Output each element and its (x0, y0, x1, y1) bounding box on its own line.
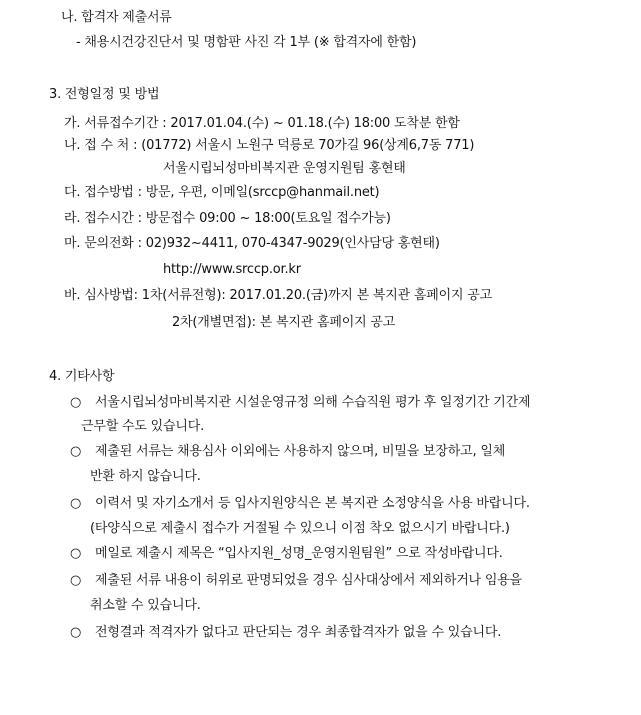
bullet-symbol: ○ (70, 496, 82, 511)
bullet-text: 서울시립뇌성마비복지관 시설운영규정 의해 수습직원 평가 후 일정기간 기간제 (95, 395, 531, 410)
bullet-text: 이력서 및 자기소개서 등 입사지원양식은 본 복지관 소정양식을 사용 바랍니다. (95, 496, 530, 511)
bullet-symbol: ○ (70, 444, 82, 459)
schedule-item-na-cont: 서울시립뇌성마비복지관 운영지원팀 홍현태 (163, 161, 406, 176)
schedule-item-ra: 라. 접수시간 : 방문접수 09:00 ~ 18:00(토요일 접수가능) (64, 211, 391, 226)
bullet-text: 제출된 서류는 채용심사 이외에는 사용하지 않으며, 비밀을 보장하고, 일체 (95, 444, 506, 459)
schedule-item-ba-cont: 2차(개별면접): 본 복지관 홈페이지 공고 (172, 315, 396, 330)
section3-heading: 3. 전형일정 및 방법 (49, 87, 160, 102)
schedule-item-ba: 바. 심사방법: 1차(서류전형): 2017.01.20.(금)까지 본 복지관 홈페이지 공고 (64, 288, 492, 303)
schedule-item-da: 다. 접수방법 : 방문, 우편, 이메일(srccp@hanmail.net) (64, 185, 380, 200)
bullet-symbol: ○ (70, 546, 82, 561)
item-na-submission-detail: - 채용시건강진단서 및 명함판 사진 각 1부 (※ 합격자에 한함) (76, 35, 417, 50)
bullet-text-cont: 반환 하지 않습니다. (90, 469, 201, 484)
bullet-text: 전형결과 적격자가 없다고 판단되는 경우 최종합격자가 없을 수 있습니다. (95, 625, 502, 640)
schedule-item-ma: 마. 문의전화 : 02)932~4411, 070-4347-9029(인사담당 홍현태) (64, 236, 440, 251)
schedule-item-ga: 가. 서류접수기간 : 2017.01.04.(수) ~ 01.18.(수) 18:00 도착분 한함 (64, 116, 460, 131)
bullet-symbol: ○ (70, 395, 82, 410)
bullet-text: 메일로 제출시 제목은 “입사지원_성명_운영지원팀원” 으로 작성바랍니다. (95, 546, 503, 561)
bullet-text-cont: 근무할 수도 있습니다. (81, 419, 205, 434)
bullet-symbol: ○ (70, 625, 82, 640)
schedule-item-na: 나. 접 수 처 : (01772) 서울시 노원구 덕릉로 70가길 96(상계6,7동 771) (64, 138, 475, 153)
bullet-text-cont: 취소할 수 있습니다. (90, 598, 201, 613)
bullet-text: 제출된 서류 내용이 허위로 판명되었을 경우 심사대상에서 제외하거나 임용을 (95, 573, 522, 588)
website-url: http://www.srccp.or.kr (163, 262, 301, 277)
section4-heading: 4. 기타사항 (49, 369, 115, 384)
bullet-text-cont: (타양식으로 제출시 접수가 거절될 수 있으니 이점 착오 없으시기 바랍니다.) (90, 521, 510, 536)
bullet-symbol: ○ (70, 573, 82, 588)
item-na-submission-docs: 나. 합격자 제출서류 (61, 10, 172, 25)
